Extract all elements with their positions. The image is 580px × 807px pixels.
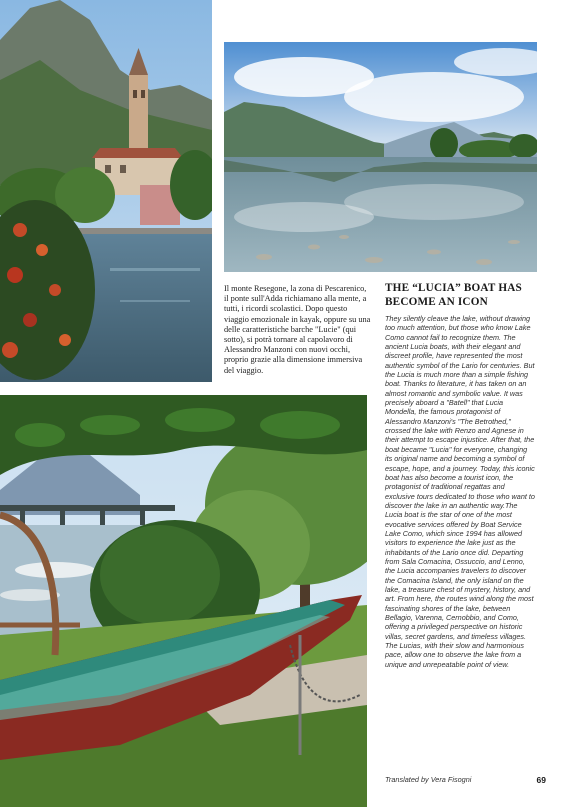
lake-reflection-illustration: [224, 42, 537, 272]
italian-caption: Il monte Resegone, la zona di Pescarenico, il ponte sull'Adda richiamano alla mente, a tutti, i ricordi scolastici. Dopo questo viaggio emozionale in kayak, oppure su una delle caratteristiche barche "Lucie" (qui sotto), si potrà tornare al capolavoro di Alessandro Manzoni con nuovi occhi, proprio grazie alla dimensione immersiva del viaggio.: [224, 284, 371, 375]
page-number: 69: [536, 775, 546, 785]
photo-lucia-boat: [0, 395, 367, 807]
translator-credit: Translated by Vera Fisogni: [385, 775, 472, 784]
article-title: THE “LUCIA” BOAT HAS BECOME AN ICON: [385, 282, 522, 308]
article-body: They silently cleave the lake, without drawing too much attention, but those who know Lake Como cannot fail to recognize them. The ancient Lucia boats, with their elegant and discreet profile, have represented the most authentic symbol of the Lario for centuries. But the Lucia is much more than a simple fishing boat. Thanks to literature, it has taken on an almost romantic and symbolic value. It was precisely aboard a "Batell" that Lucia Mondella, the famous protagonist of Alessandro Manzoni's "The Betrothed," crossed the lake with Renzo and Agnese in their attempt to escape injustice. After that, the boat became "Lucia" for everyone, changing its original name and becoming a symbol of escape, hope, and a journey. Today, this iconic boat has also become a tourist icon, the protagonist of traditional regattas and exclusive tours dedicated to those who want to discover the lake in an authentic way.The Lucia boat is the star of one of the most evocative services offered by Boat Service Lake Como, which since 1994 has allowed visitors to experience the lake just as the inhabitants of the Lario once did. Departing from Sala Comacina, Ossuccio, and Lenno, the Lucia accompanies travelers to discover the Comacina Island, the only island on the lake, a treasure chest of mystery, history, and art. From here, the routes wind along the most fascinating shores of the lake, between Bellagio, Varenna, Cernobbio, and Como, offering a privileged perspective on historic villas, secret gardens, and timeless villages. The Lucias, with their slow and harmonious pace, allow one to observe the lake from a unique and unrepeatable point of view.: [385, 314, 535, 669]
photo-lake-reflection: [224, 42, 537, 272]
lakeside-town-illustration: [0, 0, 212, 382]
lucia-boat-illustration: [0, 395, 367, 807]
photo-lakeside-town: [0, 0, 212, 382]
